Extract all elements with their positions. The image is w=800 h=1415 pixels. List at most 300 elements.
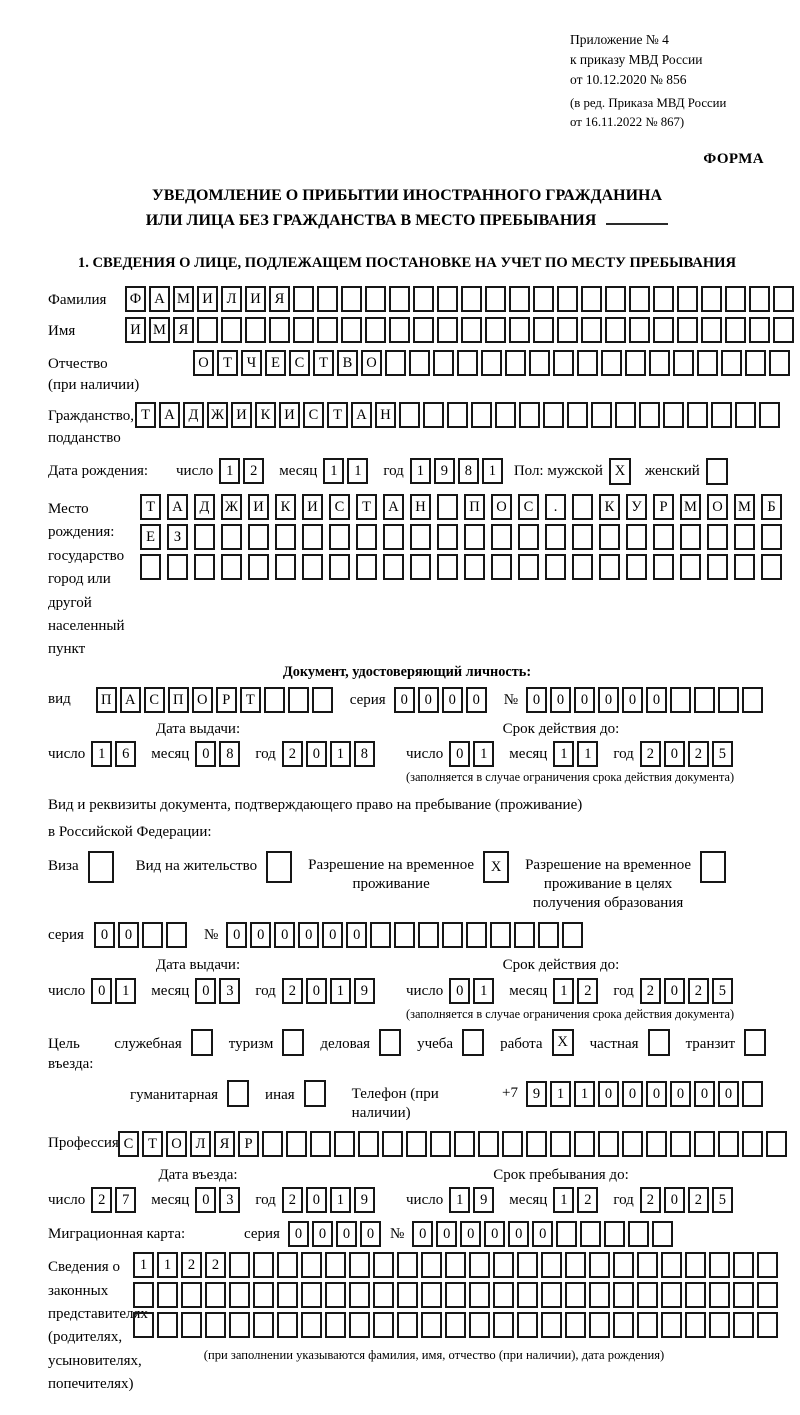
char-cell-filled[interactable]: А: [167, 494, 188, 520]
char-cell-empty[interactable]: [88, 851, 114, 883]
char-cell-filled[interactable]: О: [192, 687, 213, 713]
char-cell-empty[interactable]: [493, 1312, 514, 1338]
char-cell-empty[interactable]: [464, 554, 485, 580]
char-cell-filled[interactable]: Р: [653, 494, 674, 520]
char-cell-filled[interactable]: Е: [265, 350, 286, 376]
char-cell-empty[interactable]: [661, 1252, 682, 1278]
char-cell-empty[interactable]: [383, 554, 404, 580]
char-cell-filled[interactable]: Д: [183, 402, 204, 428]
char-cell-empty[interactable]: [205, 1282, 226, 1308]
char-cell-empty[interactable]: [581, 286, 602, 312]
char-cell-empty[interactable]: [301, 1312, 322, 1338]
char-cell-filled[interactable]: В: [337, 350, 358, 376]
char-cell-empty[interactable]: [562, 922, 583, 948]
char-cell-empty[interactable]: [526, 1131, 547, 1157]
char-cell-empty[interactable]: [718, 1131, 739, 1157]
char-cell-filled[interactable]: Я: [269, 286, 290, 312]
char-cell-empty[interactable]: [509, 317, 530, 343]
char-cell-empty[interactable]: [757, 1282, 778, 1308]
char-cell-filled[interactable]: 2: [640, 978, 661, 1004]
char-cell-empty[interactable]: [221, 524, 242, 550]
char-cell-empty[interactable]: [538, 922, 559, 948]
char-cell-filled[interactable]: М: [173, 286, 194, 312]
char-cell-empty[interactable]: [262, 1131, 283, 1157]
char-cell-filled[interactable]: 1: [482, 458, 503, 484]
char-cell-empty[interactable]: [157, 1282, 178, 1308]
char-cell-empty[interactable]: [442, 922, 463, 948]
char-cell-filled[interactable]: 8: [219, 741, 240, 767]
char-cell-filled[interactable]: 0: [306, 1187, 327, 1213]
char-cell-empty[interactable]: [709, 1252, 730, 1278]
char-cell-filled[interactable]: 0: [322, 922, 343, 948]
char-cell-empty[interactable]: [205, 1312, 226, 1338]
char-cell-filled[interactable]: 0: [670, 1081, 691, 1107]
char-cell-empty[interactable]: [356, 524, 377, 550]
char-cell-empty[interactable]: [349, 1282, 370, 1308]
char-cell-empty[interactable]: [759, 402, 780, 428]
char-cell-empty[interactable]: [288, 687, 309, 713]
char-cell-filled[interactable]: 8: [458, 458, 479, 484]
char-cell-empty[interactable]: [701, 286, 722, 312]
char-cell-filled[interactable]: Д: [194, 494, 215, 520]
char-cell-empty[interactable]: [248, 524, 269, 550]
char-cell-empty[interactable]: [191, 1029, 213, 1056]
char-cell-empty[interactable]: [181, 1312, 202, 1338]
char-cell-filled[interactable]: Я: [173, 317, 194, 343]
char-cell-filled[interactable]: 0: [91, 978, 112, 1004]
char-cell-empty[interactable]: [749, 286, 770, 312]
char-cell-filled[interactable]: Р: [238, 1131, 259, 1157]
char-cell-filled[interactable]: 0: [646, 1081, 667, 1107]
char-cell-filled[interactable]: 1: [553, 741, 574, 767]
char-cell-empty[interactable]: [572, 554, 593, 580]
char-cell-empty[interactable]: [365, 317, 386, 343]
char-cell-empty[interactable]: [310, 1131, 331, 1157]
char-cell-empty[interactable]: [469, 1252, 490, 1278]
char-cell-empty[interactable]: [725, 286, 746, 312]
char-cell-empty[interactable]: [370, 922, 391, 948]
char-cell-filled[interactable]: 1: [219, 458, 240, 484]
char-cell-empty[interactable]: [445, 1282, 466, 1308]
char-cell-empty[interactable]: [266, 851, 292, 883]
char-cell-filled[interactable]: А: [120, 687, 141, 713]
char-cell-empty[interactable]: [543, 402, 564, 428]
char-cell-empty[interactable]: [613, 1252, 634, 1278]
char-cell-filled[interactable]: 0: [274, 922, 295, 948]
char-cell-filled[interactable]: 2: [688, 741, 709, 767]
char-cell-empty[interactable]: [133, 1312, 154, 1338]
char-cell-filled[interactable]: Е: [140, 524, 161, 550]
char-cell-empty[interactable]: [734, 554, 755, 580]
char-cell-empty[interactable]: [589, 1282, 610, 1308]
char-cell-empty[interactable]: [742, 687, 763, 713]
char-cell-empty[interactable]: [744, 1029, 766, 1056]
char-cell-empty[interactable]: [356, 554, 377, 580]
char-cell-filled[interactable]: 9: [354, 1187, 375, 1213]
char-cell-empty[interactable]: [591, 402, 612, 428]
char-cell-empty[interactable]: [275, 554, 296, 580]
char-cell-filled[interactable]: 0: [298, 922, 319, 948]
char-cell-filled[interactable]: 1: [91, 741, 112, 767]
char-cell-empty[interactable]: [445, 1312, 466, 1338]
char-cell-empty[interactable]: [229, 1312, 250, 1338]
char-cell-filled[interactable]: 0: [360, 1221, 381, 1247]
char-cell-empty[interactable]: [286, 1131, 307, 1157]
char-cell-filled[interactable]: 2: [688, 978, 709, 1004]
char-cell-empty[interactable]: [349, 1252, 370, 1278]
char-cell-empty[interactable]: [221, 554, 242, 580]
char-cell-filled[interactable]: О: [193, 350, 214, 376]
char-cell-empty[interactable]: [167, 554, 188, 580]
char-cell-filled[interactable]: 0: [646, 687, 667, 713]
char-cell-empty[interactable]: [637, 1252, 658, 1278]
char-cell-empty[interactable]: [757, 1312, 778, 1338]
char-cell-filled[interactable]: 9: [473, 1187, 494, 1213]
char-cell-filled[interactable]: Л: [221, 286, 242, 312]
char-cell-empty[interactable]: [661, 1282, 682, 1308]
char-cell-empty[interactable]: [581, 317, 602, 343]
char-cell-filled[interactable]: П: [96, 687, 117, 713]
char-cell-empty[interactable]: [253, 1282, 274, 1308]
char-cell-filled[interactable]: Ж: [207, 402, 228, 428]
char-cell-filled[interactable]: 0: [312, 1221, 333, 1247]
char-cell-empty[interactable]: [264, 687, 285, 713]
char-cell-filled[interactable]: 0: [664, 1187, 685, 1213]
char-cell-empty[interactable]: [580, 1221, 601, 1247]
char-cell-filled[interactable]: 1: [473, 741, 494, 767]
char-cell-filled[interactable]: Н: [410, 494, 431, 520]
char-cell-empty[interactable]: [349, 1312, 370, 1338]
char-cell-empty[interactable]: [389, 317, 410, 343]
char-cell-empty[interactable]: [706, 458, 728, 485]
char-cell-filled[interactable]: М: [149, 317, 170, 343]
char-cell-empty[interactable]: [773, 317, 794, 343]
char-cell-empty[interactable]: [454, 1131, 475, 1157]
char-cell-empty[interactable]: [491, 524, 512, 550]
char-cell-empty[interactable]: [637, 1282, 658, 1308]
char-cell-empty[interactable]: [649, 350, 670, 376]
char-cell-empty[interactable]: [589, 1252, 610, 1278]
char-cell-filled[interactable]: К: [275, 494, 296, 520]
char-cell-empty[interactable]: [437, 494, 458, 520]
char-cell-empty[interactable]: [685, 1312, 706, 1338]
char-cell-filled[interactable]: 2: [577, 978, 598, 1004]
char-cell-filled[interactable]: О: [361, 350, 382, 376]
char-cell-empty[interactable]: [517, 1312, 538, 1338]
char-cell-empty[interactable]: [373, 1282, 394, 1308]
char-cell-empty[interactable]: [329, 554, 350, 580]
char-cell-empty[interactable]: [769, 350, 790, 376]
char-cell-filled[interactable]: И: [125, 317, 146, 343]
char-cell-filled[interactable]: М: [734, 494, 755, 520]
char-cell-empty[interactable]: [652, 1221, 673, 1247]
char-cell-empty[interactable]: [194, 554, 215, 580]
char-cell-empty[interactable]: [382, 1131, 403, 1157]
char-cell-empty[interactable]: [673, 350, 694, 376]
char-cell-empty[interactable]: [253, 1252, 274, 1278]
char-cell-empty[interactable]: [433, 350, 454, 376]
char-cell-filled[interactable]: И: [279, 402, 300, 428]
char-cell-filled[interactable]: 1: [550, 1081, 571, 1107]
char-cell-empty[interactable]: [399, 402, 420, 428]
char-cell-empty[interactable]: [385, 350, 406, 376]
char-cell-empty[interactable]: [694, 1131, 715, 1157]
char-cell-empty[interactable]: [574, 1131, 595, 1157]
char-cell-empty[interactable]: [745, 350, 766, 376]
char-cell-empty[interactable]: [514, 922, 535, 948]
char-cell-filled[interactable]: 5: [712, 978, 733, 1004]
char-cell-empty[interactable]: [749, 317, 770, 343]
char-cell-filled[interactable]: 2: [282, 978, 303, 1004]
char-cell-empty[interactable]: [253, 1312, 274, 1338]
char-cell-empty[interactable]: [545, 554, 566, 580]
char-cell-filled[interactable]: .: [545, 494, 566, 520]
char-cell-filled[interactable]: И: [197, 286, 218, 312]
char-cell-filled[interactable]: Ч: [241, 350, 262, 376]
char-cell-filled[interactable]: П: [168, 687, 189, 713]
char-cell-empty[interactable]: [317, 317, 338, 343]
char-cell-empty[interactable]: [533, 286, 554, 312]
char-cell-filled[interactable]: 1: [473, 978, 494, 1004]
char-cell-filled[interactable]: Т: [240, 687, 261, 713]
char-cell-empty[interactable]: [742, 1081, 763, 1107]
char-cell-empty[interactable]: [761, 524, 782, 550]
char-cell-empty[interactable]: [557, 317, 578, 343]
char-cell-empty[interactable]: [394, 922, 415, 948]
char-cell-filled[interactable]: И: [302, 494, 323, 520]
char-cell-filled[interactable]: Т: [327, 402, 348, 428]
char-cell-empty[interactable]: [481, 350, 502, 376]
char-cell-empty[interactable]: [505, 350, 526, 376]
char-cell-empty[interactable]: [565, 1282, 586, 1308]
char-cell-empty[interactable]: [229, 1282, 250, 1308]
char-cell-empty[interactable]: [325, 1282, 346, 1308]
char-cell-empty[interactable]: [533, 317, 554, 343]
char-cell-empty[interactable]: [711, 402, 732, 428]
char-cell-filled[interactable]: 0: [449, 978, 470, 1004]
char-cell-empty[interactable]: [406, 1131, 427, 1157]
char-cell-filled[interactable]: X: [483, 851, 509, 883]
char-cell-empty[interactable]: [365, 286, 386, 312]
char-cell-empty[interactable]: [628, 1221, 649, 1247]
char-cell-empty[interactable]: [742, 1131, 763, 1157]
char-cell-filled[interactable]: 1: [133, 1252, 154, 1278]
char-cell-filled[interactable]: 7: [115, 1187, 136, 1213]
char-cell-filled[interactable]: 0: [460, 1221, 481, 1247]
char-cell-empty[interactable]: [325, 1312, 346, 1338]
char-cell-filled[interactable]: 0: [442, 687, 463, 713]
char-cell-filled[interactable]: 1: [449, 1187, 470, 1213]
char-cell-filled[interactable]: 1: [323, 458, 344, 484]
char-cell-empty[interactable]: [445, 1252, 466, 1278]
char-cell-empty[interactable]: [761, 554, 782, 580]
char-cell-empty[interactable]: [709, 1282, 730, 1308]
char-cell-empty[interactable]: [599, 524, 620, 550]
char-cell-empty[interactable]: [269, 317, 290, 343]
char-cell-empty[interactable]: [157, 1312, 178, 1338]
char-cell-filled[interactable]: 0: [436, 1221, 457, 1247]
char-cell-empty[interactable]: [733, 1312, 754, 1338]
char-cell-empty[interactable]: [677, 286, 698, 312]
char-cell-empty[interactable]: [421, 1252, 442, 1278]
char-cell-filled[interactable]: 2: [181, 1252, 202, 1278]
char-cell-empty[interactable]: [557, 286, 578, 312]
char-cell-empty[interactable]: [413, 286, 434, 312]
char-cell-empty[interactable]: [670, 1131, 691, 1157]
char-cell-empty[interactable]: [478, 1131, 499, 1157]
char-cell-empty[interactable]: [293, 286, 314, 312]
char-cell-empty[interactable]: [334, 1131, 355, 1157]
char-cell-filled[interactable]: 0: [250, 922, 271, 948]
char-cell-filled[interactable]: Т: [217, 350, 238, 376]
char-cell-empty[interactable]: [325, 1252, 346, 1278]
char-cell-filled[interactable]: 0: [664, 741, 685, 767]
char-cell-empty[interactable]: [572, 524, 593, 550]
char-cell-empty[interactable]: [773, 286, 794, 312]
char-cell-filled[interactable]: И: [245, 286, 266, 312]
char-cell-filled[interactable]: 0: [195, 1187, 216, 1213]
char-cell-filled[interactable]: 2: [577, 1187, 598, 1213]
char-cell-empty[interactable]: [282, 1029, 304, 1056]
char-cell-empty[interactable]: [661, 1312, 682, 1338]
char-cell-filled[interactable]: X: [609, 458, 631, 485]
char-cell-empty[interactable]: [229, 1252, 250, 1278]
char-cell-empty[interactable]: [461, 317, 482, 343]
char-cell-empty[interactable]: [721, 350, 742, 376]
char-cell-filled[interactable]: 0: [346, 922, 367, 948]
char-cell-empty[interactable]: [766, 1131, 787, 1157]
char-cell-filled[interactable]: 5: [712, 1187, 733, 1213]
char-cell-empty[interactable]: [734, 524, 755, 550]
char-cell-empty[interactable]: [410, 524, 431, 550]
char-cell-empty[interactable]: [605, 286, 626, 312]
char-cell-filled[interactable]: 0: [288, 1221, 309, 1247]
char-cell-empty[interactable]: [437, 554, 458, 580]
char-cell-empty[interactable]: [687, 402, 708, 428]
char-cell-filled[interactable]: О: [491, 494, 512, 520]
char-cell-empty[interactable]: [471, 402, 492, 428]
char-cell-empty[interactable]: [601, 350, 622, 376]
char-cell-empty[interactable]: [373, 1252, 394, 1278]
char-cell-empty[interactable]: [485, 286, 506, 312]
char-cell-empty[interactable]: [629, 286, 650, 312]
char-cell-filled[interactable]: О: [707, 494, 728, 520]
char-cell-empty[interactable]: [517, 1252, 538, 1278]
char-cell-empty[interactable]: [397, 1282, 418, 1308]
char-cell-empty[interactable]: [248, 554, 269, 580]
char-cell-filled[interactable]: 0: [622, 687, 643, 713]
char-cell-empty[interactable]: [317, 286, 338, 312]
char-cell-empty[interactable]: [493, 1252, 514, 1278]
char-cell-filled[interactable]: 1: [577, 741, 598, 767]
char-cell-empty[interactable]: [613, 1282, 634, 1308]
char-cell-filled[interactable]: 0: [694, 1081, 715, 1107]
title-blank-line[interactable]: [606, 211, 668, 225]
char-cell-empty[interactable]: [541, 1252, 562, 1278]
char-cell-empty[interactable]: [221, 317, 242, 343]
char-cell-filled[interactable]: З: [167, 524, 188, 550]
char-cell-filled[interactable]: Я: [214, 1131, 235, 1157]
char-cell-empty[interactable]: [615, 402, 636, 428]
char-cell-empty[interactable]: [302, 524, 323, 550]
char-cell-filled[interactable]: Б: [761, 494, 782, 520]
char-cell-empty[interactable]: [519, 402, 540, 428]
char-cell-empty[interactable]: [379, 1029, 401, 1056]
char-cell-empty[interactable]: [685, 1252, 706, 1278]
char-cell-filled[interactable]: П: [464, 494, 485, 520]
char-cell-empty[interactable]: [341, 317, 362, 343]
char-cell-filled[interactable]: 6: [115, 741, 136, 767]
char-cell-empty[interactable]: [194, 524, 215, 550]
char-cell-filled[interactable]: А: [351, 402, 372, 428]
char-cell-filled[interactable]: 0: [466, 687, 487, 713]
char-cell-empty[interactable]: [410, 554, 431, 580]
char-cell-empty[interactable]: [517, 1282, 538, 1308]
char-cell-empty[interactable]: [556, 1221, 577, 1247]
char-cell-filled[interactable]: 1: [330, 1187, 351, 1213]
char-cell-filled[interactable]: 1: [574, 1081, 595, 1107]
char-cell-empty[interactable]: [373, 1312, 394, 1338]
char-cell-empty[interactable]: [181, 1282, 202, 1308]
char-cell-filled[interactable]: 1: [410, 458, 431, 484]
char-cell-filled[interactable]: 0: [418, 687, 439, 713]
char-cell-filled[interactable]: С: [144, 687, 165, 713]
char-cell-filled[interactable]: А: [159, 402, 180, 428]
char-cell-empty[interactable]: [491, 554, 512, 580]
char-cell-empty[interactable]: [464, 524, 485, 550]
char-cell-filled[interactable]: 0: [306, 741, 327, 767]
char-cell-filled[interactable]: О: [166, 1131, 187, 1157]
char-cell-empty[interactable]: [733, 1252, 754, 1278]
char-cell-empty[interactable]: [421, 1312, 442, 1338]
char-cell-filled[interactable]: 0: [598, 687, 619, 713]
char-cell-empty[interactable]: [599, 554, 620, 580]
char-cell-filled[interactable]: 0: [195, 741, 216, 767]
char-cell-empty[interactable]: [197, 317, 218, 343]
char-cell-filled[interactable]: И: [231, 402, 252, 428]
char-cell-empty[interactable]: [275, 524, 296, 550]
char-cell-empty[interactable]: [718, 687, 739, 713]
char-cell-filled[interactable]: 2: [243, 458, 264, 484]
char-cell-filled[interactable]: 0: [664, 978, 685, 1004]
char-cell-filled[interactable]: 0: [550, 687, 571, 713]
char-cell-empty[interactable]: [383, 524, 404, 550]
char-cell-empty[interactable]: [639, 402, 660, 428]
char-cell-filled[interactable]: И: [248, 494, 269, 520]
char-cell-empty[interactable]: [572, 494, 593, 520]
char-cell-empty[interactable]: [485, 317, 506, 343]
char-cell-filled[interactable]: К: [255, 402, 276, 428]
char-cell-filled[interactable]: 0: [226, 922, 247, 948]
char-cell-empty[interactable]: [304, 1080, 326, 1107]
char-cell-filled[interactable]: С: [118, 1131, 139, 1157]
char-cell-empty[interactable]: [302, 554, 323, 580]
char-cell-filled[interactable]: С: [289, 350, 310, 376]
char-cell-filled[interactable]: Ж: [221, 494, 242, 520]
char-cell-empty[interactable]: [397, 1252, 418, 1278]
char-cell-filled[interactable]: 0: [718, 1081, 739, 1107]
char-cell-filled[interactable]: 3: [219, 1187, 240, 1213]
char-cell-empty[interactable]: [626, 524, 647, 550]
char-cell-empty[interactable]: [735, 402, 756, 428]
char-cell-empty[interactable]: [663, 402, 684, 428]
char-cell-filled[interactable]: 2: [640, 1187, 661, 1213]
char-cell-filled[interactable]: Т: [356, 494, 377, 520]
char-cell-filled[interactable]: 5: [712, 741, 733, 767]
char-cell-empty[interactable]: [397, 1312, 418, 1338]
char-cell-empty[interactable]: [502, 1131, 523, 1157]
char-cell-empty[interactable]: [605, 317, 626, 343]
